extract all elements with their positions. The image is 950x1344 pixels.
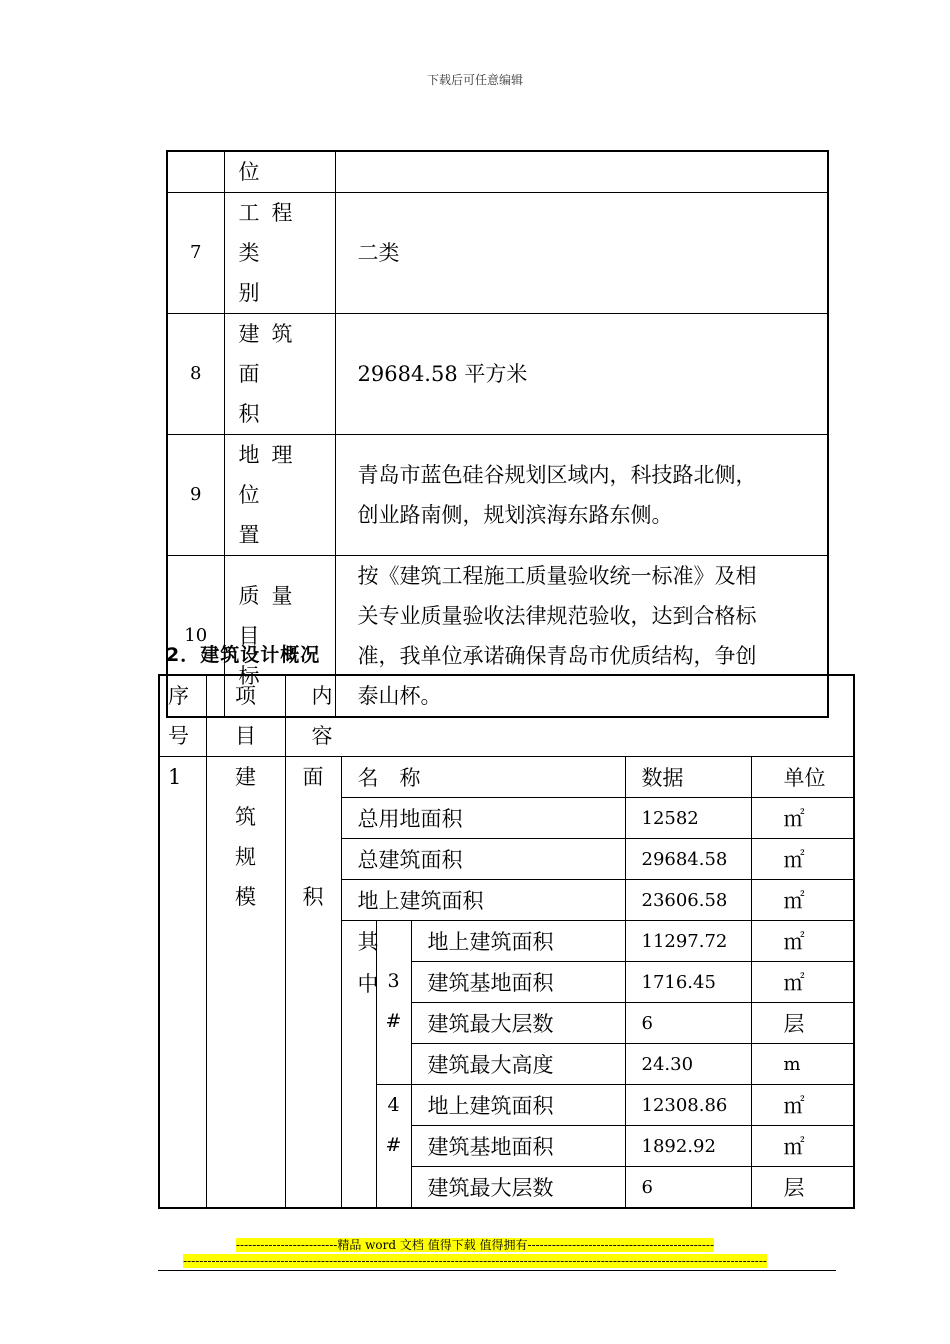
row-value: 二类	[335, 193, 828, 314]
row-number: 7	[167, 193, 224, 314]
building-label: 4 #	[376, 1085, 411, 1209]
col-header-data: 数据	[625, 757, 751, 798]
seq-cell: 1	[159, 757, 206, 1209]
header-content: 内 容	[285, 675, 854, 757]
table-row: 建筑基地面积 1892.92 ㎡	[159, 1126, 854, 1167]
table-row	[167, 314, 828, 435]
table-row: 总建筑面积 29684.58 ㎡	[159, 839, 854, 880]
footer-divider	[158, 1270, 836, 1271]
col-header-name: 名 称	[341, 757, 625, 798]
col-header-unit: 单位	[751, 757, 854, 798]
row-number: 9	[167, 435, 224, 556]
row-label: 工程类 别	[224, 193, 335, 314]
table-row	[167, 151, 828, 193]
row-value: 按《建筑工程施工质量验收统一标准》及相 关专业质量验收法律规范验收，达到合格标 准，我单位承诺确保青岛市优质结构，争创 泰山杯。	[335, 556, 828, 718]
building-label: 3 #	[376, 921, 411, 1085]
row-number: 10	[167, 556, 224, 718]
header-seq: 序 号	[159, 675, 206, 757]
table-row: 总用地面积 12582 ㎡	[159, 798, 854, 839]
row-number: 8	[167, 314, 224, 435]
building-design-table	[158, 674, 855, 1209]
row-label: 位	[224, 151, 335, 193]
table-row: 地上建筑面积 23606.58 ㎡	[159, 880, 854, 921]
table-row: 建筑最大层数 6 层	[159, 1003, 854, 1044]
section-title: 2．建筑设计概况	[166, 644, 321, 666]
table-row: 建筑基地面积 1716.45 ㎡	[159, 962, 854, 1003]
table-row: 其 中 3 # 地上建筑面积 11297.72 ㎡	[159, 921, 854, 962]
row-number	[167, 151, 224, 193]
table-row	[159, 757, 854, 798]
row-value	[335, 151, 828, 193]
project-info-table	[166, 150, 829, 718]
table-row	[167, 193, 828, 314]
header-item: 项 目	[206, 675, 285, 757]
qizhong-cell: 其 中	[341, 921, 376, 1209]
table-row: 建筑最大高度 24.30 m	[159, 1044, 854, 1085]
table-header-row	[159, 675, 854, 757]
footer-watermark-line2: ------------------------------------------------------------------------------------------------------------------------------------------------	[183, 1254, 767, 1268]
table-row	[167, 435, 828, 556]
item-cell: 建 筑 规 模	[206, 757, 285, 1209]
row-value: 青岛市蓝色硅谷规划区域内，科技路北侧， 创业路南侧，规划滨海东路东侧。	[335, 435, 828, 556]
footer-watermark-line1: -------------------------精品 word 文档 值得下载 值得拥有----------------------------------------------	[235, 1238, 715, 1252]
row-label: 建筑面 积	[224, 314, 335, 435]
area-cell: 面 积	[285, 757, 341, 1209]
row-label: 地理位 置	[224, 435, 335, 556]
header-note: 下载后可任意编辑	[426, 73, 523, 87]
table-row: 4 # 地上建筑面积 12308.86 ㎡	[159, 1085, 854, 1126]
table-row: 建筑最大层数 6 层	[159, 1167, 854, 1209]
row-value: 29684.58 平方米	[335, 314, 828, 435]
row-label: 质量目 标	[224, 556, 335, 718]
